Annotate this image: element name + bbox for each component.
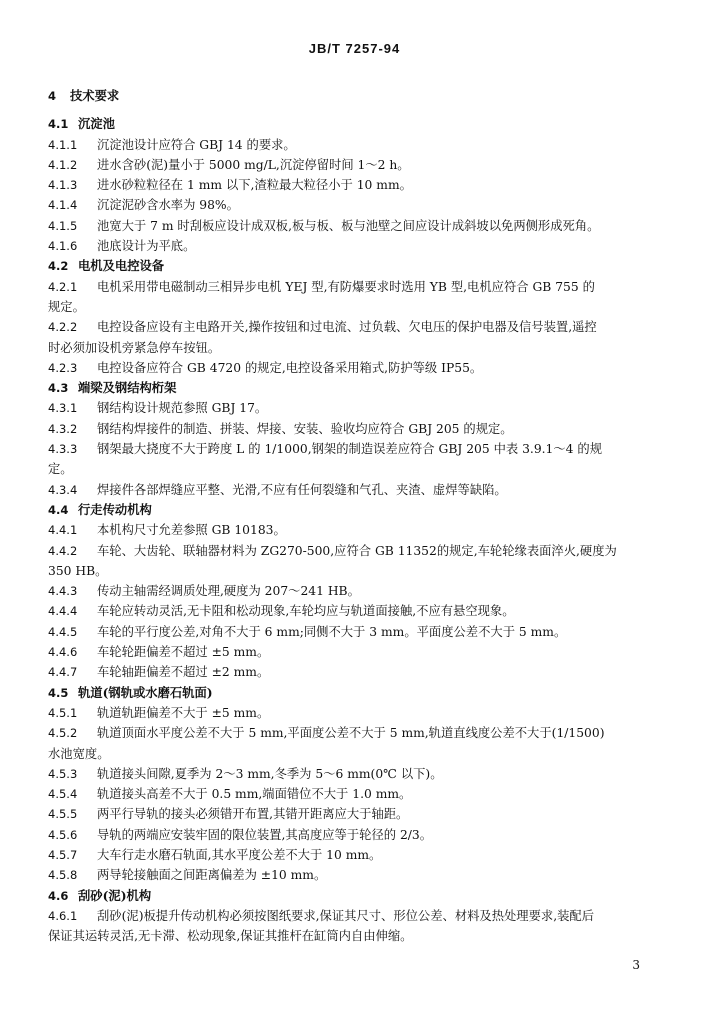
clause-number: 4.1.5 bbox=[48, 218, 78, 233]
clause-text: 350 HB。 bbox=[48, 563, 108, 578]
clause-continuation bbox=[48, 297, 660, 317]
clause-number: 4.4.6 bbox=[48, 645, 78, 660]
clause-item bbox=[48, 642, 660, 662]
subsection-heading bbox=[48, 378, 660, 398]
clause-text: 时必须加设机旁紧急停车按钮。 bbox=[48, 340, 221, 355]
clause-number: 4.5 bbox=[48, 685, 69, 700]
clause-item bbox=[48, 216, 660, 236]
clause-number: 4.3.1 bbox=[48, 401, 78, 416]
subsection-heading bbox=[48, 114, 660, 134]
clause-number: 4.3.4 bbox=[48, 482, 78, 497]
clause-continuation bbox=[48, 926, 660, 946]
clause-list bbox=[48, 114, 660, 946]
clause-text: 本机构尺寸允差参照 GB 10183。 bbox=[97, 523, 286, 538]
clause-item bbox=[48, 439, 660, 459]
clause-number: 4.5.7 bbox=[48, 847, 78, 862]
clause-number: 4.4.7 bbox=[48, 665, 78, 680]
subsection-heading bbox=[48, 256, 660, 276]
clause-text: 刮砂(泥)机构 bbox=[78, 887, 152, 903]
clause-number: 4.6 bbox=[48, 888, 69, 903]
clause-item bbox=[48, 358, 660, 378]
clause-number: 4.4.4 bbox=[48, 604, 78, 619]
clause-number: 4.5.6 bbox=[48, 827, 78, 842]
document-body bbox=[48, 86, 660, 946]
clause-item bbox=[48, 581, 660, 601]
clause-item bbox=[48, 175, 660, 195]
clause-number: 4.5.5 bbox=[48, 807, 78, 822]
clause-item bbox=[48, 155, 660, 175]
clause-text: 车轮轴距偏差不超过 ±2 mm。 bbox=[97, 665, 270, 680]
clause-number: 4.2.2 bbox=[48, 320, 78, 335]
clause-number: 4.4.2 bbox=[48, 543, 78, 558]
clause-text: 保证其运转灵活,无卡滞、松动现象,保证其推杆在缸筒内自由伸缩。 bbox=[48, 929, 413, 944]
clause-number: 4.1 bbox=[48, 117, 69, 132]
clause-text: 进水含砂(泥)量小于 5000 mg/L,沉淀停留时间 1～2 h。 bbox=[97, 157, 410, 172]
clause-text: 轨道顶面水平度公差不大于 5 mm,平面度公差不大于 5 mm,轨道直线度公差不大于(1/1500) bbox=[97, 726, 605, 741]
clause-item bbox=[48, 906, 660, 926]
clause-continuation bbox=[48, 744, 660, 764]
section-title: 技术要求 bbox=[70, 88, 120, 103]
clause-text: 定。 bbox=[48, 462, 73, 477]
clause-number: 4.3 bbox=[48, 381, 69, 396]
clause-number: 4.1.4 bbox=[48, 198, 78, 213]
clause-item bbox=[48, 277, 660, 297]
clause-number: 4.6.1 bbox=[48, 908, 78, 923]
clause-item bbox=[48, 601, 660, 621]
clause-number: 4.5.4 bbox=[48, 787, 78, 802]
clause-text: 车轮轮距偏差不超过 ±5 mm。 bbox=[97, 645, 270, 660]
section-heading bbox=[48, 86, 660, 106]
clause-continuation bbox=[48, 338, 660, 358]
clause-number: 4.4.5 bbox=[48, 624, 78, 639]
clause-text: 沉淀泥砂含水率为 98%。 bbox=[97, 198, 239, 213]
clause-text: 沉淀池设计应符合 GBJ 14 的要求。 bbox=[97, 137, 296, 152]
clause-item bbox=[48, 236, 660, 256]
clause-item bbox=[48, 419, 660, 439]
clause-text: 钢架最大挠度不大于跨度 L 的 1/1000,钢架的制造误差应符合 GBJ 205 中表 3.9.1～4 的规 bbox=[97, 442, 602, 457]
clause-text: 钢结构焊接件的制造、拼装、焊接、安装、验收均应符合 GBJ 205 的规定。 bbox=[97, 421, 513, 436]
clause-item bbox=[48, 784, 660, 804]
clause-text: 沉淀池 bbox=[78, 116, 115, 132]
clause-item bbox=[48, 317, 660, 337]
clause-item bbox=[48, 480, 660, 500]
clause-number: 4.4 bbox=[48, 502, 69, 517]
clause-item bbox=[48, 845, 660, 865]
clause-item bbox=[48, 703, 660, 723]
clause-number: 4.5.8 bbox=[48, 868, 78, 883]
clause-text: 轨道接头间隙,夏季为 2～3 mm,冬季为 5～6 mm(0℃ 以下)。 bbox=[97, 766, 443, 781]
clause-text: 轨道轨距偏差不大于 ±5 mm。 bbox=[97, 705, 270, 720]
subsection-heading bbox=[48, 500, 660, 520]
subsection-heading bbox=[48, 886, 660, 906]
clause-item bbox=[48, 804, 660, 824]
clause-text: 传动主轴需经调质处理,硬度为 207～241 HB。 bbox=[97, 584, 360, 599]
document-header: JB/T 7257-94 bbox=[308, 41, 401, 56]
clause-number: 4.5.1 bbox=[48, 705, 78, 720]
clause-text: 钢结构设计规范参照 GBJ 17。 bbox=[97, 401, 268, 416]
clause-text: 车轮、大齿轮、联轴器材料为 ZG270-500,应符合 GB 11352的规定,车轮轮缘表面淬火,硬度为 bbox=[97, 543, 617, 558]
clause-text: 行走传动机构 bbox=[78, 501, 152, 517]
clause-number: 4.1.1 bbox=[48, 137, 78, 152]
section-number: 4 bbox=[48, 89, 57, 103]
subsection-heading bbox=[48, 683, 660, 703]
clause-text: 车轮的平行度公差,对角不大于 6 mm;同侧不大于 3 mm。平面度公差不大于 5 mm。 bbox=[97, 624, 567, 639]
clause-item bbox=[48, 520, 660, 540]
clause-text: 端梁及钢结构桁架 bbox=[78, 380, 177, 396]
clause-text: 水池宽度。 bbox=[48, 746, 110, 761]
clause-number: 4.4.1 bbox=[48, 523, 78, 538]
clause-continuation bbox=[48, 561, 660, 581]
clause-item bbox=[48, 662, 660, 682]
clause-item bbox=[48, 865, 660, 885]
clause-text: 进水砂粒粒径在 1 mm 以下,渣粒最大粒径小于 10 mm。 bbox=[97, 178, 412, 193]
clause-text: 池底设计为平底。 bbox=[97, 239, 196, 254]
clause-text: 规定。 bbox=[48, 299, 85, 314]
clause-text: 电机采用带电磁制动三相异步电机 YEJ 型,有防爆要求时选用 YB 型,电机应符合 GB 755 的 bbox=[97, 279, 595, 294]
clause-text: 车轮应转动灵活,无卡阻和松动现象,车轮均应与轨道面接触,不应有悬空现象。 bbox=[97, 604, 515, 619]
clause-number: 4.2 bbox=[48, 259, 69, 274]
page-number: 3 bbox=[632, 958, 640, 972]
clause-item bbox=[48, 723, 660, 743]
clause-number: 4.2.1 bbox=[48, 279, 78, 294]
clause-text: 轨道(钢轨或水磨石轨面) bbox=[78, 684, 213, 700]
clause-number: 4.5.3 bbox=[48, 766, 78, 781]
clause-text: 轨道接头高差不大于 0.5 mm,端面错位不大于 1.0 mm。 bbox=[97, 787, 412, 802]
clause-continuation bbox=[48, 459, 660, 479]
clause-text: 电控设备应设有主电路开关,操作按钮和过电流、过负载、欠电压的保护电器及信号装置,遥控 bbox=[97, 320, 597, 335]
clause-number: 4.2.3 bbox=[48, 360, 78, 375]
clause-text: 大车行走水磨石轨面,其水平度公差不大于 10 mm。 bbox=[97, 847, 382, 862]
clause-text: 电控设备应符合 GB 4720 的规定,电控设备采用箱式,防护等级 IP55。 bbox=[97, 360, 483, 375]
clause-item bbox=[48, 764, 660, 784]
clause-number: 4.5.2 bbox=[48, 726, 78, 741]
clause-number: 4.4.3 bbox=[48, 584, 78, 599]
clause-text: 电机及电控设备 bbox=[78, 258, 165, 274]
clause-item bbox=[48, 195, 660, 215]
clause-text: 导轨的两端应安装牢固的限位装置,其高度应等于轮径的 2/3。 bbox=[97, 827, 433, 842]
clause-text: 两导轮接触面之间距离偏差为 ±10 mm。 bbox=[97, 868, 327, 883]
clause-text: 池宽大于 7 m 时刮板应设计成双板,板与板、板与池壁之间应设计成斜坡以免两侧形成死角。 bbox=[97, 218, 600, 233]
clause-number: 4.1.6 bbox=[48, 239, 78, 254]
clause-text: 刮砂(泥)板提升传动机构必须按图纸要求,保证其尺寸、形位公差、材料及热处理要求,装配后 bbox=[97, 908, 594, 923]
clause-text: 两平行导轨的接头必须错开布置,其错开距离应大于轴距。 bbox=[97, 807, 409, 822]
clause-item bbox=[48, 622, 660, 642]
clause-item bbox=[48, 541, 660, 561]
clause-number: 4.3.2 bbox=[48, 421, 78, 436]
clause-item bbox=[48, 825, 660, 845]
clause-item bbox=[48, 135, 660, 155]
clause-number: 4.1.3 bbox=[48, 178, 78, 193]
clause-text: 焊接件各部焊缝应平整、光滑,不应有任何裂缝和气孔、夹渣、虚焊等缺陷。 bbox=[97, 482, 507, 497]
clause-item bbox=[48, 398, 660, 418]
clause-number: 4.3.3 bbox=[48, 442, 78, 457]
clause-number: 4.1.2 bbox=[48, 157, 78, 172]
